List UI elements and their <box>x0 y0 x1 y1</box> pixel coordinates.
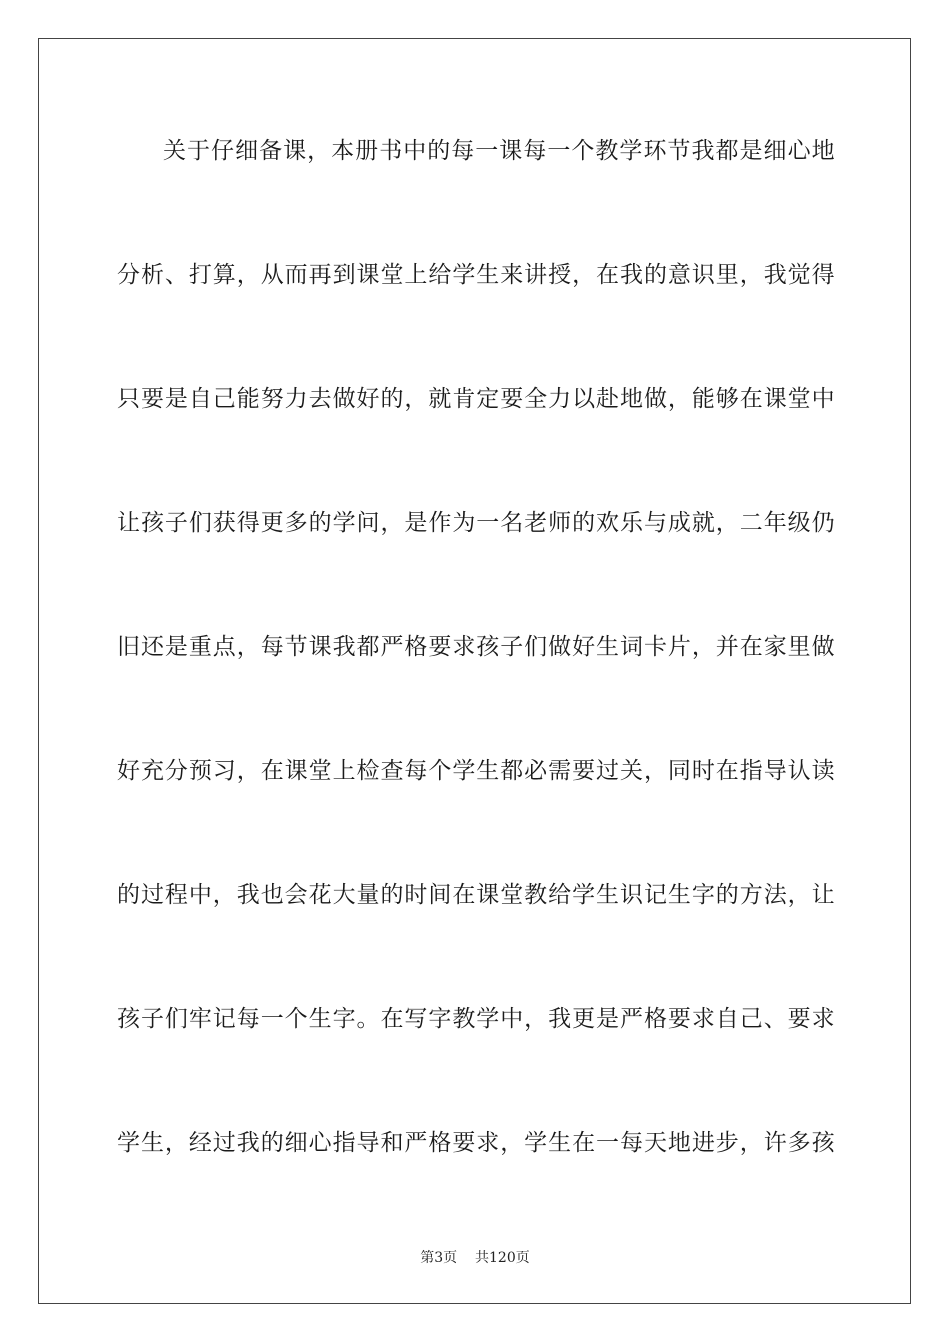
text-line-4: 让孩子们获得更多的学问，是作为一名老师的欢乐与成就，二年级仍 <box>117 510 836 536</box>
text-line-2: 分析、打算，从而再到课堂上给学生来讲授，在我的意识里，我觉得 <box>117 262 836 288</box>
text-line-3: 只要是自己能努力去做好的，就肯定要全力以赴地做，能够在课堂中 <box>117 386 836 412</box>
text-line-1: 关于仔细备课，本册书中的每一课每一个教学环节我都是细心地 <box>163 138 836 164</box>
page-border <box>38 38 911 1304</box>
page-number: 第3页 <box>420 1250 458 1266</box>
text-line-6: 好充分预习，在课堂上检查每个学生都必需要过关，同时在指导认读 <box>117 758 836 784</box>
text-line-7: 的过程中，我也会花大量的时间在课堂教给学生识记生字的方法，让 <box>117 882 836 908</box>
total-pages: 共120页 <box>475 1250 530 1266</box>
text-line-9: 学生，经过我的细心指导和严格要求，学生在一每天地进步，许多孩 <box>117 1130 836 1156</box>
text-line-8: 孩子们牢记每一个生字。在写字教学中，我更是严格要求自己、要求 <box>117 1006 836 1032</box>
page-footer <box>0 1249 950 1267</box>
text-line-5: 旧还是重点，每节课我都严格要求孩子们做好生词卡片，并在家里做 <box>117 634 836 660</box>
